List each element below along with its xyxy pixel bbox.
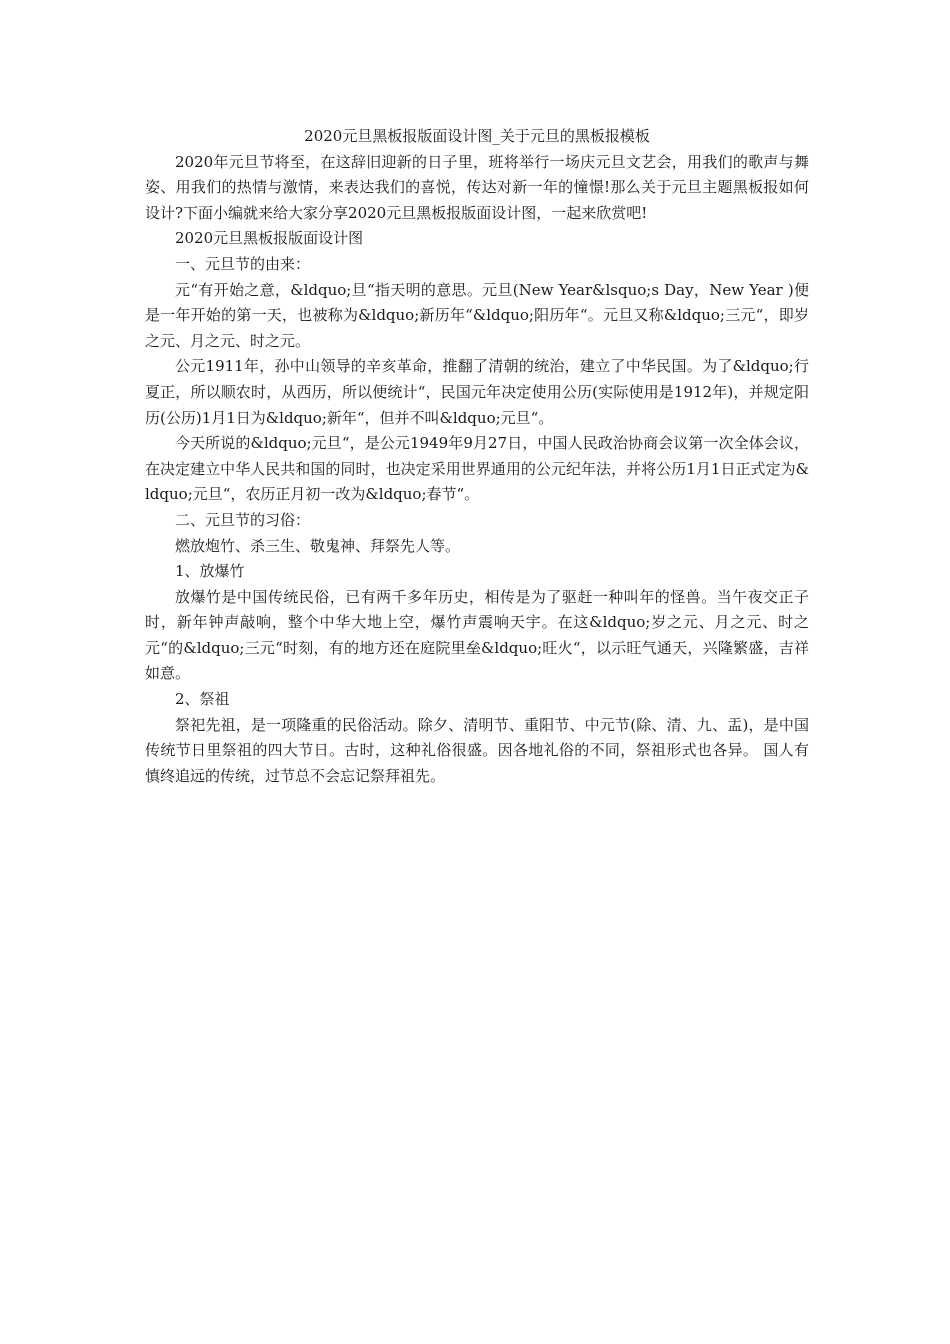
section-heading: 二、元旦节的习俗： [175,510,311,529]
document-title: 2020元旦黑板报版面设计图_关于元旦的黑板报模板 [304,127,650,145]
body-paragraph: 公元1911年，孙中山领导的辛亥革命，推翻了清朝的统治，建立了中华民国。为了&ldquo;行夏正，所以顺农时，从西历，所以便统计“，民国元年决定使用公历(实际使用是1912年)，并规定阳历(公历)1月1日为&ldquo;新年“，但并不叫&ldquo;元旦“。 [145,357,809,427]
subsection-heading: 1、放爆竹 [175,562,245,581]
body-paragraph: 元“有开始之意，&ldquo;旦“指天明的意思。元旦(New Year&lsquo;s Day，New Year )便是一年开始的第一天，也被称为&ldquo;新历年“&ldquo;阳历年“。元旦又称&ldquo;三元“，即岁之元、月之元、时之元。 [145,280,809,350]
section-heading: 一、元旦节的由来： [175,254,311,273]
body-paragraph: 放爆竹是中国传统民俗，已有两千多年历史，相传是为了驱赶一种叫年的怪兽。当午夜交正子时，新年钟声敲响，整个中华大地上空，爆竹声震响天宇。在这&ldquo;岁之元、月之元、时之元“的&ldquo;三元“时刻，有的地方还在庭院里垒&ldquo;旺火“，以示旺气通天，兴隆繁盛，吉祥如意。 [145,587,809,683]
subsection-heading: 2、祭祖 [175,690,230,709]
body-paragraph: 祭祀先祖，是一项隆重的民俗活动。除夕、清明节、重阳节、中元节(除、清、九、盂)，是中国传统节日里祭祖的四大节日。古时，这种礼俗很盛。因各地礼俗的不同，祭祖形式也各异。 国人有慎终追远的传统，过节总不会忘记祭拜祖先。 [145,715,809,785]
document-body [145,124,809,789]
body-paragraph: 燃放炮竹、杀三生、敬鬼神、拜祭先人等。 [175,536,461,555]
section-heading: 2020元旦黑板报版面设计图 [175,229,364,248]
intro-paragraph: 2020年元旦节将至，在这辞旧迎新的日子里，班将举行一场庆元旦文艺会，用我们的歌声与舞姿、用我们的热情与激情，来表达我们的喜悦，传达对新一年的憧憬!那么关于元旦主题黑板报如何设计?下面小编就来给大家分享2020元旦黑板报版面设计图，一起来欣赏吧! [145,152,809,222]
body-paragraph: 今天所说的&ldquo;元旦“，是公元1949年9月27日，中国人民政治协商会议第一次全体会议，在决定建立中华人民共和国的同时，也决定采用世界通用的公元纪年法，并将公历1月1日正式定为&ldquo;元旦“，农历正月初一改为&ldquo;春节“。 [145,434,809,504]
